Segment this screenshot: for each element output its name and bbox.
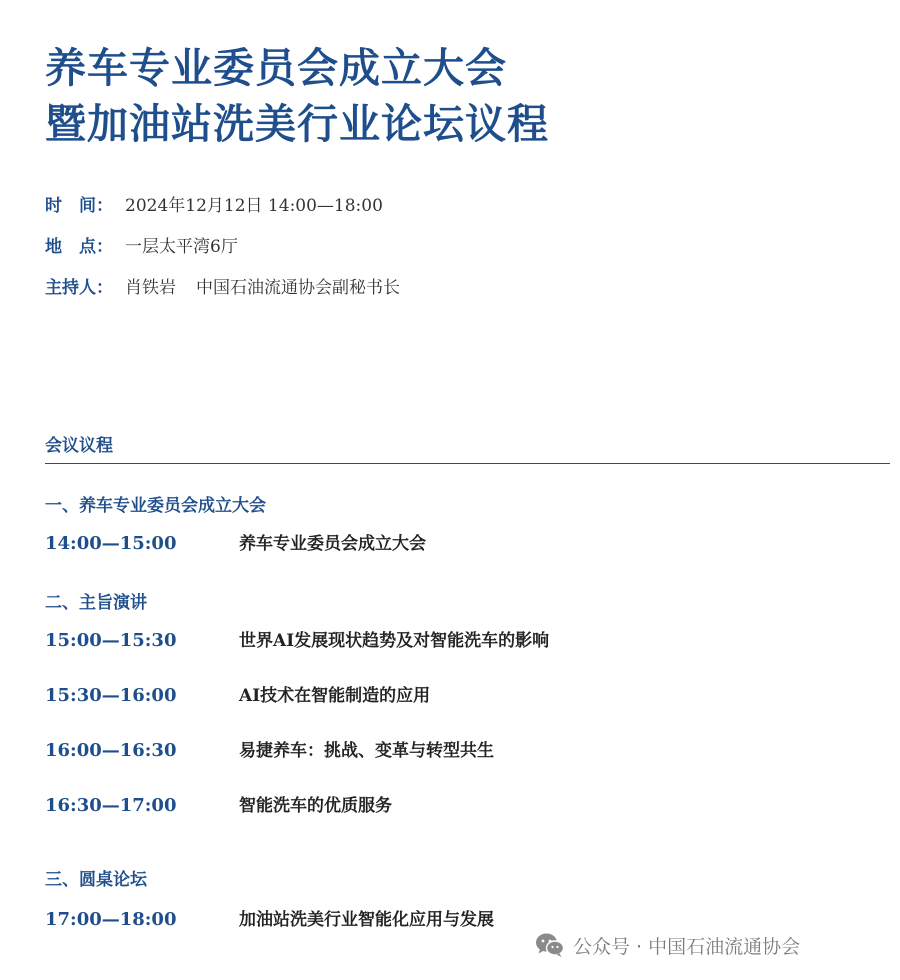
host-name: 肖铁岩 — [125, 278, 176, 298]
agenda-header: 会议议程 — [45, 436, 113, 456]
time-row — [45, 191, 400, 232]
place-row — [45, 232, 400, 273]
agenda-topic: 加油站洗美行业智能化应用与发展 — [239, 910, 494, 930]
agenda-topic: 世界AI发展现状趋势及对智能洗车的影响 — [239, 631, 550, 651]
watermark-text: 公众号 · 中国石油流通协会 — [573, 935, 801, 958]
section-title-2: 二、主旨演讲 — [45, 593, 147, 613]
title-line-2: 暨加油站洗美行业论坛议程 — [45, 100, 549, 148]
agenda-row — [45, 530, 426, 558]
agenda-time: 14:00—15:00 — [45, 533, 177, 554]
agenda-topic: 养车专业委员会成立大会 — [239, 534, 426, 554]
wechat-icon — [535, 932, 565, 958]
agenda-row — [45, 792, 392, 820]
section-title-3: 三、圆桌论坛 — [45, 870, 147, 890]
agenda-topic: 智能洗车的优质服务 — [239, 796, 392, 816]
meeting-info — [45, 191, 400, 314]
agenda-row — [45, 737, 494, 765]
agenda-row — [45, 627, 549, 655]
place-value: 一层太平湾6厅 — [125, 237, 238, 257]
agenda-time: 15:30—16:00 — [45, 685, 177, 706]
agenda-topic: AI技术在智能制造的应用 — [239, 686, 431, 706]
agenda-time: 17:00—18:00 — [45, 909, 177, 930]
title-line-1: 养车专业委员会成立大会 — [45, 44, 507, 92]
wechat-watermark — [535, 928, 800, 962]
place-label: 地 点： — [45, 237, 113, 257]
host-title: 中国石油流通协会副秘书长 — [196, 278, 400, 298]
agenda-time: 16:00—16:30 — [45, 740, 177, 761]
host-row — [45, 273, 400, 314]
time-value: 2024年12月12日 14:00—18:00 — [125, 196, 383, 216]
page-title — [45, 40, 549, 152]
agenda-row — [45, 906, 494, 934]
agenda-divider — [45, 463, 890, 464]
agenda-time: 16:30—17:00 — [45, 795, 177, 816]
agenda-row — [45, 682, 430, 710]
agenda-topic: 易捷养车：挑战、变革与转型共生 — [239, 741, 494, 761]
time-label: 时 间： — [45, 196, 113, 216]
agenda-time: 15:00—15:30 — [45, 630, 177, 651]
host-label: 主持人： — [45, 278, 113, 298]
section-title-1: 一、养车专业委员会成立大会 — [45, 496, 266, 516]
